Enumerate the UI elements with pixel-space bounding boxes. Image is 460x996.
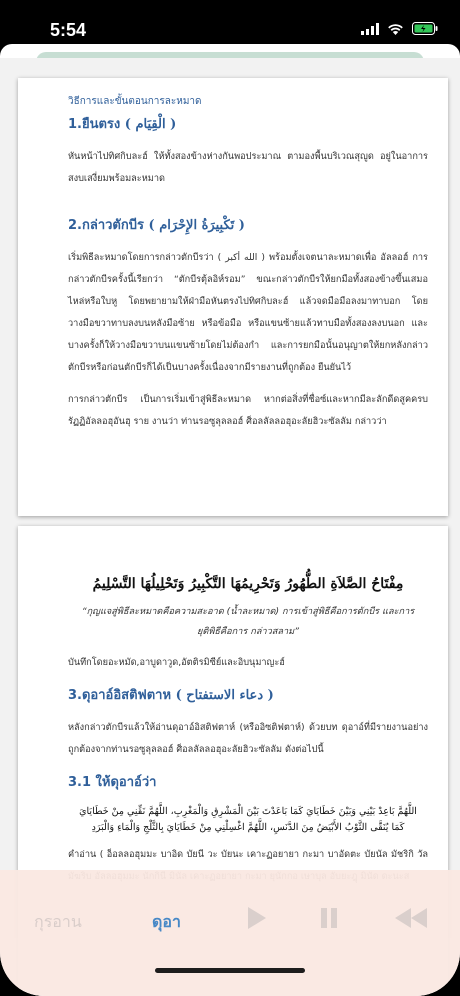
play-icon[interactable] (246, 906, 268, 930)
pause-icon[interactable] (320, 906, 338, 930)
dua-arabic-line-1: اللَّهُمَّ بَاعِدْ بَيْنِي وَبَيْنَ خَطَايَايَ كَمَا بَاعَدْتَ بَيْنَ الْمَشْرِقِ وَالْمَغْرِبِ، اللَّهُمَّ نَقِّنِي مِنْ خَطَايَايَ (79, 806, 417, 817)
app-content (0, 44, 460, 996)
heading-3 (68, 684, 428, 705)
rewind-icon[interactable] (394, 906, 428, 930)
hadith-translation-line-1: “กุญแจสู่พิธีละหมาดคือความสะอาด (น้ำละหมาด) การเข้าสู่พิธีคือการตักบีร และการ (81, 606, 415, 617)
heading-3-arabic: ( دعاء الاستفتاح ) (175, 688, 274, 703)
document-viewer[interactable] (0, 58, 460, 938)
paragraph-3: การกล่าวตักบีร เป็นการเริ่มเข้าสู่พิธีละหมาด หากต่อสิ่งที่ชื่อซ์และหากมีละลักดีดสูคครบ รัฏฏิอัลลอฮุอันฮุ ราย งานว่า ท่านรอซูลุลลอฮ์ ศ็อลลัลลอฮุอะลัยฮิวะซัลลัม กล่าวว่า (68, 394, 428, 427)
heading-2-arabic: ( تَكْبِيرَةُ الإِحْرَام ) (148, 218, 245, 233)
hadith-arabic: مِفْتَاحُ الصَّلاَةِ الطُّهُورُ وَتَحْرِيمُهَا التَّكْبِيرُ وَتَحْلِيلُهَا التَّسْلِيمُ (92, 576, 404, 592)
section-title: วิธีการและขั้นตอนการละหมาด (68, 96, 202, 107)
heading-1-arabic: ( الْقِيَام ) (124, 117, 177, 132)
wifi-icon (387, 23, 404, 35)
heading-2 (68, 214, 428, 235)
status-icons (361, 22, 438, 35)
tab-dua[interactable]: ดุอา (152, 912, 181, 931)
heading-2-label: 2.กล่าวตักบีร (68, 218, 144, 233)
heading-3-1: 3.1 ให้ดุอาอ์ว่า (68, 775, 157, 790)
paragraph-1: หันหน้าไปทิศกิบละฮ์ ให้ทั้งสองข้างห่างกันพอประมาณ ตามองพื้นบริเวณสุญูด อยู่ในอาการ สงบเสงี่ยมพร้อมละหมาด (68, 151, 428, 184)
battery-icon (412, 22, 438, 35)
paragraph-5: คำอ่าน ( อ็อลลอฮุมมะ บาอิด บัยนี วะ บัยนะ เคาะฏอยายา กะมา บาอัดตะ บัยนัล มัชริกิ วัล (68, 849, 428, 860)
document-page-1 (18, 78, 448, 516)
paragraph-2: เริ่มพิธีละหมาดโดยการกล่าวตักบีรว่า ( الله أكبر ) พร้อมตั้งเจตนาละหมาดเพื่อ อัลลอฮ์ การกล่าวตักบีรครั้งนี้เรียกว่า “ตักบีรตุ้ลอิห์รอม” ขณะกล่าวตักบีรให้ยกมือทั้งสองข้างขึ้นเสมอไหล่หรือใบหู โดยพยายามให้ฝ่ามือหันตรงไปทิศกิบละฮ์ แล้วจดมือมือลงมาทาบอก โดยวางมือขวาทาบลงบนหลังมือซ้าย หรือข้อมือ หรือแขนซ้ายแล้วทาบมือทั้งสองลงบนอก และบางครั้งก็ให้วางมือขวาบนแขนซ้ายโดยไม่ต้องกำ และการยกมือนั้นอนุญาตให้ยกหลังกล่าวตักบีรหรือก่อนตักบีรก็ได้เป็นบางครั้งเนื่องจากมีรายงานที่ถูกต้อง ยืนยันไว้ (68, 252, 428, 373)
bottom-tab-bar (0, 870, 460, 996)
status-time: 5:54 (50, 20, 87, 40)
dua-arabic-line-2: كَمَا يُنَقَّى الثَّوْبُ الأَبْيَضُ مِنَ الدَّنَسِ، اللَّهُمَّ اغْسِلْنِي مِنْ خَطَايَايَ بِالثَّلْجِ وَالْمَاءِ وَالْبَرَدِ (91, 822, 405, 833)
hadith-source: บันทึกโดยอะหมัด,อาบูดาวูด,อัตติรมิซีย์และอิบนุมาญะฮ์ (68, 657, 285, 668)
signal-icon (361, 23, 379, 35)
heading-1-label: 1.ยืนตรง (68, 117, 121, 132)
hadith-translation-line-2: ยุติพิธีคือการ กล่าวสลาม” (197, 626, 299, 637)
home-indicator (155, 968, 305, 973)
heading-3-label: 3.ดุอาอ์อิสติฟตาห (68, 688, 172, 703)
paragraph-4: หลังกล่าวตักบีรแล้วให้อ่านดุอาอ์อิสติฟตาห์ (หรืออิซติฟตาห์) ด้วยบท ดุอาอ์ที่มีรายงานอย่างถูกต้องจากท่านรอซูลุลลอฮ์ ศ็อลลัลลอฮุอะลัยฮิวะซัลลัม ดังต่อไปนี้ (68, 722, 428, 755)
heading-1 (68, 113, 428, 134)
tab-quran[interactable]: กุรอาน (34, 912, 82, 931)
